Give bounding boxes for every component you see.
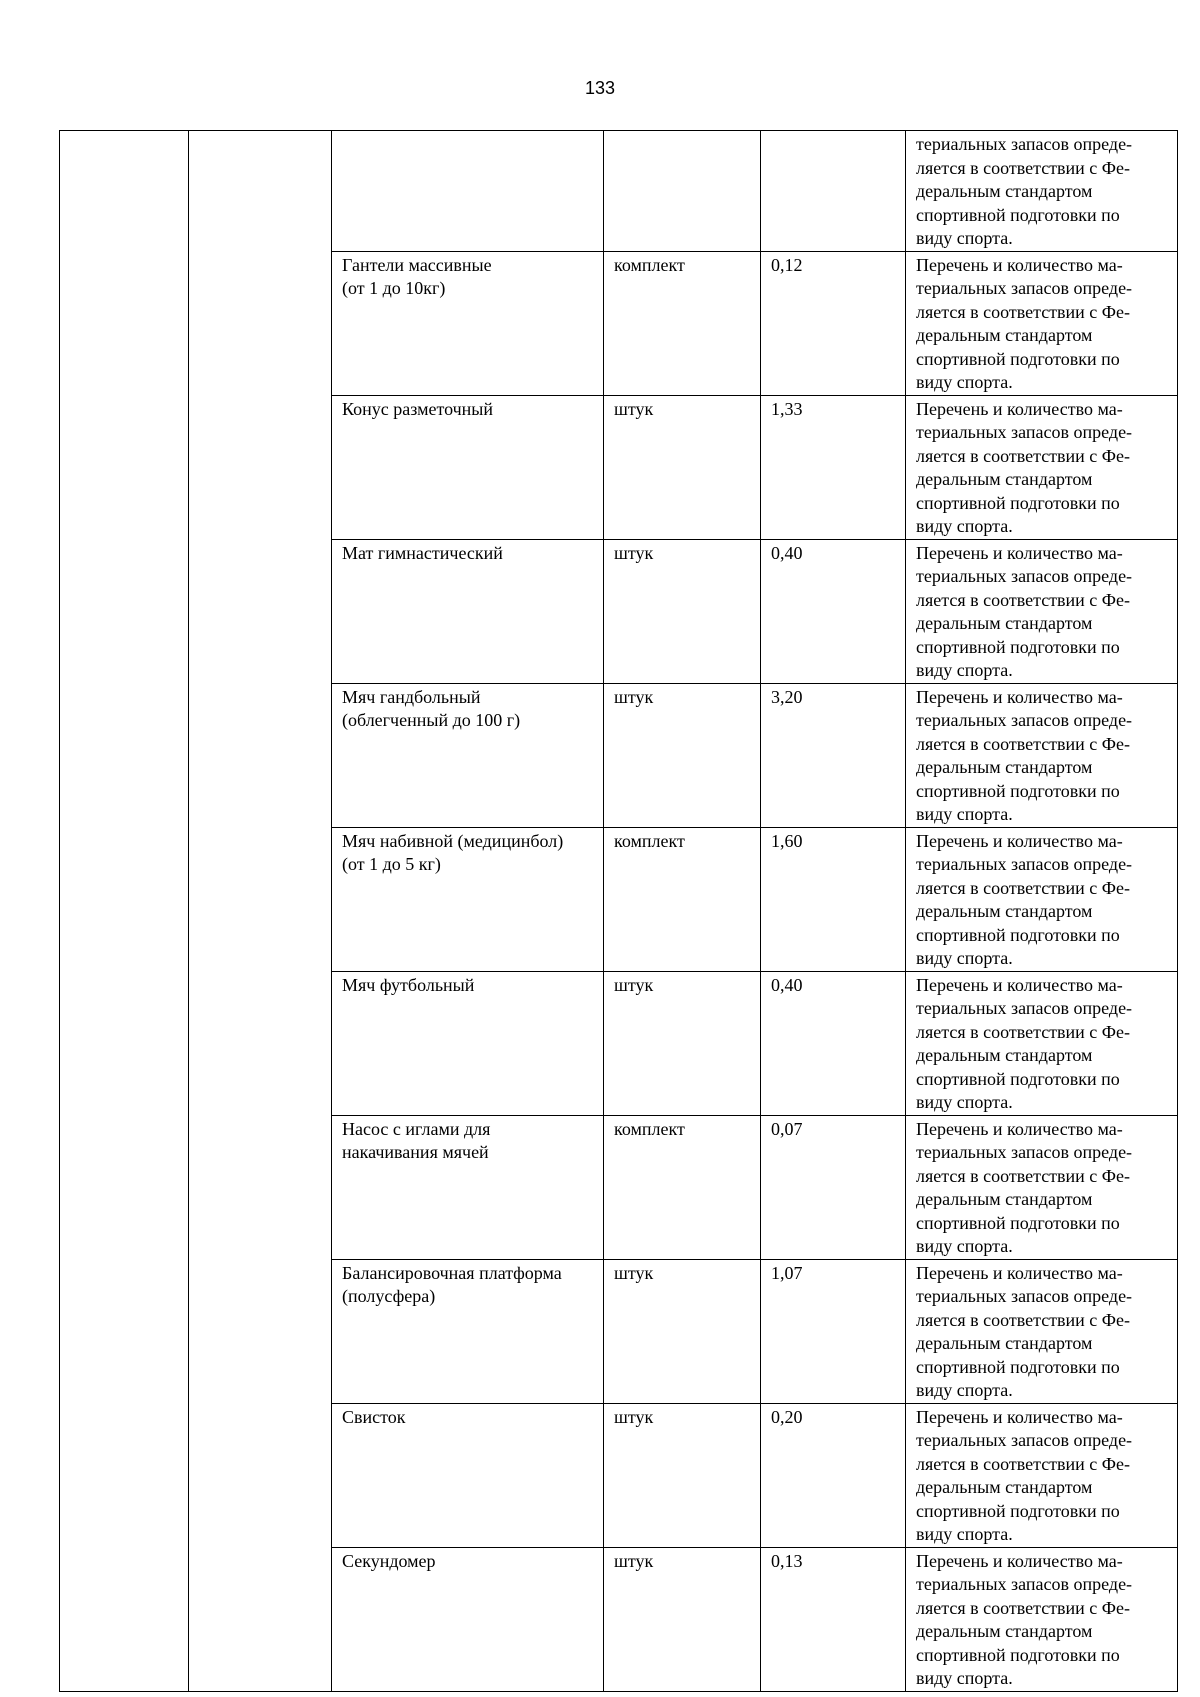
note-line: териальных запасов опреде- <box>916 134 1133 154</box>
cell-category-column <box>189 131 332 1692</box>
note-line: Перечень и количество ма- <box>916 1550 1123 1571</box>
item-name-line: Насос с иглами для <box>342 1118 491 1139</box>
cell-name <box>332 1259 604 1403</box>
note-line: деральным стандартом <box>916 901 1093 921</box>
cell-quantity: 0,40 <box>761 971 906 1115</box>
note-line: териальных запасов опреде- <box>916 710 1133 730</box>
cell-note <box>906 827 1178 971</box>
item-name-line: (от 1 до 10кг) <box>342 278 446 298</box>
note-line: ляется в соответствии с Фе- <box>916 1453 1131 1474</box>
cell-name <box>332 539 604 683</box>
cell-unit: штук <box>604 971 761 1115</box>
item-name-line: (от 1 до 5 кг) <box>342 854 441 874</box>
cell-unit: комплект <box>604 827 761 971</box>
note-line: спортивной подготовки по <box>916 204 1120 225</box>
note-line: ляется в соответствии с Фе- <box>916 877 1131 898</box>
item-name-line: Гантели массивные <box>342 254 492 275</box>
cell-quantity: 3,20 <box>761 683 906 827</box>
note-line: Перечень и количество ма- <box>916 398 1123 419</box>
note-line: виду спорта. <box>916 1380 1013 1400</box>
note-line: деральным стандартом <box>916 325 1093 345</box>
note-line: ляется в соответствии с Фе- <box>916 1309 1131 1330</box>
cell-quantity: 1,07 <box>761 1259 906 1403</box>
note-line: виду спорта. <box>916 1236 1013 1256</box>
cell-name <box>332 251 604 395</box>
note-line: Перечень и количество ма- <box>916 974 1123 995</box>
cell-note <box>906 1259 1178 1403</box>
item-name-line: (полусфера) <box>342 1286 436 1306</box>
item-name-line: Мат гимнастический <box>342 542 503 563</box>
cell-quantity: 0,40 <box>761 539 906 683</box>
note-line: териальных запасов опреде- <box>916 422 1133 442</box>
note-line: териальных запасов опреде- <box>916 278 1133 298</box>
cell-unit: штук <box>604 395 761 539</box>
item-name-line: Конус разметочный <box>342 398 494 419</box>
note-line: спортивной подготовки по <box>916 1356 1120 1377</box>
note-line: ляется в соответствии с Фе- <box>916 445 1131 466</box>
item-name-line: Мяч гандбольный <box>342 686 481 707</box>
note-line: териальных запасов опреде- <box>916 1430 1133 1450</box>
note-line: спортивной подготовки по <box>916 924 1120 945</box>
cell-quantity: 1,60 <box>761 827 906 971</box>
cell-name <box>332 395 604 539</box>
note-line: спортивной подготовки по <box>916 348 1120 369</box>
note-line: деральным стандартом <box>916 757 1093 777</box>
cell-name <box>332 1547 604 1691</box>
note-line: ляется в соответствии с Фе- <box>916 733 1131 754</box>
table-row-continued <box>60 131 1178 252</box>
cell-name <box>332 827 604 971</box>
note-line: спортивной подготовки по <box>916 1068 1120 1089</box>
note-line: спортивной подготовки по <box>916 780 1120 801</box>
cell-note <box>906 1115 1178 1259</box>
cell-note <box>906 971 1178 1115</box>
note-line: виду спорта. <box>916 516 1013 536</box>
cell-note <box>906 683 1178 827</box>
cell-quantity: 0,20 <box>761 1403 906 1547</box>
note-line: Перечень и количество ма- <box>916 1406 1123 1427</box>
note-line: деральным стандартом <box>916 1333 1093 1353</box>
cell-unit: штук <box>604 539 761 683</box>
cell-name <box>332 971 604 1115</box>
note-line: виду спорта. <box>916 1092 1013 1112</box>
note-line: деральным стандартом <box>916 1045 1093 1065</box>
note-line: ляется в соответствии с Фе- <box>916 157 1131 178</box>
note-line: Перечень и количество ма- <box>916 254 1123 275</box>
note-line: спортивной подготовки по <box>916 492 1120 513</box>
cell-unit: штук <box>604 1547 761 1691</box>
note-line: виду спорта. <box>916 228 1013 248</box>
cell-unit: штук <box>604 683 761 827</box>
equipment-table <box>59 130 1178 1692</box>
cell-name <box>332 131 604 252</box>
note-line: ляется в соответствии с Фе- <box>916 1165 1131 1186</box>
cell-note <box>906 1547 1178 1691</box>
note-line: териальных запасов опреде- <box>916 1574 1133 1594</box>
cell-name <box>332 1403 604 1547</box>
note-line: спортивной подготовки по <box>916 636 1120 657</box>
cell-note <box>906 251 1178 395</box>
note-line: Перечень и количество ма- <box>916 830 1123 851</box>
note-line: териальных запасов опреде- <box>916 998 1133 1018</box>
item-name-line: Секундомер <box>342 1550 436 1571</box>
note-line: Перечень и количество ма- <box>916 1118 1123 1139</box>
item-name-line: (облегченный до 100 г) <box>342 710 521 730</box>
item-name-line: Мяч набивной (медицинбол) <box>342 830 564 851</box>
note-line: виду спорта. <box>916 372 1013 392</box>
note-line: териальных запасов опреде- <box>916 854 1133 874</box>
cell-note <box>906 1403 1178 1547</box>
note-line: ляется в соответствии с Фе- <box>916 1021 1131 1042</box>
note-line: Перечень и количество ма- <box>916 542 1123 563</box>
cell-quantity: 1,33 <box>761 395 906 539</box>
cell-note <box>906 131 1178 252</box>
cell-note <box>906 395 1178 539</box>
note-line: виду спорта. <box>916 1524 1013 1544</box>
note-line: деральным стандартом <box>916 613 1093 633</box>
note-line: виду спорта. <box>916 1668 1013 1688</box>
cell-unit <box>604 131 761 252</box>
cell-note <box>906 539 1178 683</box>
note-line: териальных запасов опреде- <box>916 1286 1133 1306</box>
cell-quantity <box>761 131 906 252</box>
item-name-line: Мяч футбольный <box>342 974 475 995</box>
cell-quantity: 0,13 <box>761 1547 906 1691</box>
note-line: ляется в соответствии с Фе- <box>916 1597 1131 1618</box>
note-line: деральным стандартом <box>916 1621 1093 1641</box>
note-line: ляется в соответствии с Фе- <box>916 589 1131 610</box>
cell-unit: штук <box>604 1403 761 1547</box>
note-line: деральным стандартом <box>916 469 1093 489</box>
note-line: ляется в соответствии с Фе- <box>916 301 1131 322</box>
note-line: спортивной подготовки по <box>916 1644 1120 1665</box>
note-line: териальных запасов опреде- <box>916 566 1133 586</box>
note-line: виду спорта. <box>916 948 1013 968</box>
note-line: спортивной подготовки по <box>916 1500 1120 1521</box>
cell-name <box>332 1115 604 1259</box>
page-number: 133 <box>584 78 616 98</box>
note-line: Перечень и количество ма- <box>916 1262 1123 1283</box>
note-line: деральным стандартом <box>916 181 1093 201</box>
note-line: виду спорта. <box>916 660 1013 680</box>
cell-quantity: 0,07 <box>761 1115 906 1259</box>
cell-name <box>332 683 604 827</box>
cell-quantity: 0,12 <box>761 251 906 395</box>
item-name-line: накачивания мячей <box>342 1142 489 1162</box>
cell-unit: штук <box>604 1259 761 1403</box>
cell-number-column <box>60 131 189 1692</box>
cell-unit: комплект <box>604 1115 761 1259</box>
note-line: спортивной подготовки по <box>916 1212 1120 1233</box>
note-line: териальных запасов опреде- <box>916 1142 1133 1162</box>
note-line: деральным стандартом <box>916 1189 1093 1209</box>
note-line: деральным стандартом <box>916 1477 1093 1497</box>
note-line: Перечень и количество ма- <box>916 686 1123 707</box>
note-line: виду спорта. <box>916 804 1013 824</box>
item-name-line: Балансировочная платформа <box>342 1262 562 1283</box>
equipment-table-body <box>60 131 1178 1692</box>
item-name-line: Свисток <box>342 1406 406 1427</box>
cell-unit: комплект <box>604 251 761 395</box>
